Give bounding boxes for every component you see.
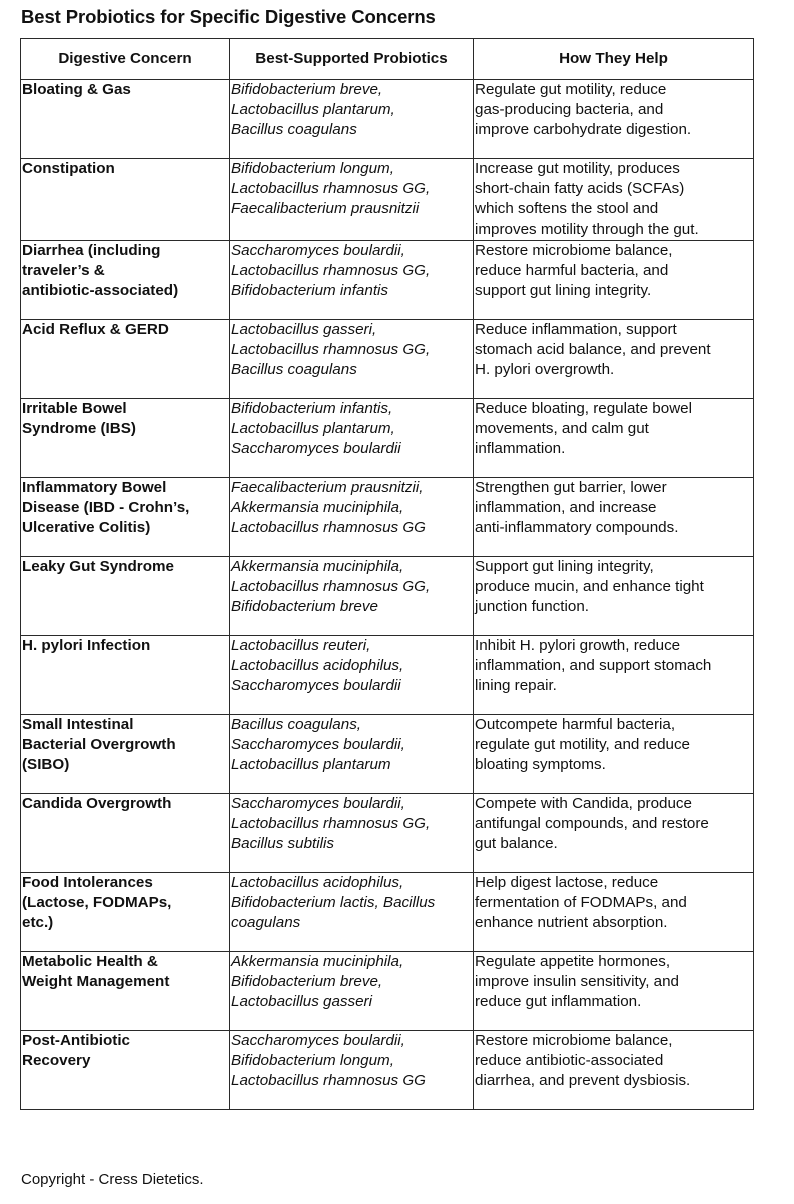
how-they-help-cell-line: regulate gut motility, and reduce <box>475 736 690 754</box>
probiotics-cell-line: Lactobacillus plantarum, <box>231 101 395 119</box>
probiotics-table <box>20 38 754 1110</box>
column-header-probiotics: Best-Supported Probiotics <box>230 39 474 80</box>
how-they-help-cell-line: Restore microbiome balance, <box>475 1031 673 1049</box>
concern-cell-line: Recovery <box>22 1052 91 1070</box>
probiotics-cell-line: Akkermansia muciniphila, <box>231 499 404 517</box>
how-they-help-cell <box>474 714 754 793</box>
how-they-help-cell <box>474 477 754 556</box>
probiotics-cell-line: Akkermansia muciniphila, <box>231 952 404 970</box>
how-they-help-cell-line: short-chain fatty acids (SCFAs) <box>475 180 685 198</box>
concern-cell <box>21 556 230 635</box>
probiotics-cell-line: Lactobacillus acidophilus, <box>231 657 404 675</box>
how-they-help-cell-line: improve insulin sensitivity, and <box>475 973 679 991</box>
probiotics-cell <box>230 159 474 241</box>
probiotics-cell-line: Bifidobacterium infantis, <box>231 399 393 417</box>
concern-cell-line: Metabolic Health & <box>22 952 158 970</box>
probiotics-cell-line: Lactobacillus rhamnosus GG, <box>231 578 431 596</box>
probiotics-cell-line: Akkermansia muciniphila, <box>231 557 404 575</box>
how-they-help-cell <box>474 872 754 951</box>
concern-cell-line: Diarrhea (including <box>22 241 161 259</box>
table-row <box>21 477 754 556</box>
table-row <box>21 1030 754 1109</box>
table-row <box>21 714 754 793</box>
concern-cell <box>21 872 230 951</box>
concern-cell-line: (Lactose, FODMAPs, <box>22 894 172 912</box>
how-they-help-cell-line: antifungal compounds, and restore <box>475 815 709 833</box>
table-row <box>21 398 754 477</box>
how-they-help-cell-line: gas-producing bacteria, and <box>475 101 664 119</box>
concern-cell <box>21 635 230 714</box>
how-they-help-cell-line: reduce antibiotic-associated <box>475 1052 664 1070</box>
probiotics-cell-line: Lactobacillus gasseri <box>231 993 372 1011</box>
how-they-help-cell <box>474 319 754 398</box>
how-they-help-cell <box>474 80 754 159</box>
how-they-help-cell-line: improves motility through the gut. <box>475 220 699 238</box>
how-they-help-cell-line: produce mucin, and enhance tight <box>475 578 704 596</box>
probiotics-cell-line: coagulans <box>231 914 301 932</box>
how-they-help-cell-line: enhance nutrient absorption. <box>475 914 668 932</box>
probiotics-cell <box>230 80 474 159</box>
how-they-help-cell-line: which softens the stool and <box>475 200 659 218</box>
probiotics-cell-line: Bifidobacterium longum, <box>231 1052 394 1070</box>
probiotics-cell-line: Bifidobacterium infantis <box>231 282 389 300</box>
probiotics-cell-line: Lactobacillus plantarum <box>231 756 391 774</box>
concern-cell-line: Candida Overgrowth <box>22 794 172 812</box>
copyright-notice: Copyright - Cress Dietetics. <box>21 1171 204 1188</box>
probiotics-cell-line: Saccharomyces boulardii, <box>231 1031 405 1049</box>
probiotics-cell-line: Lactobacillus rhamnosus GG <box>231 1072 426 1090</box>
probiotics-cell-line: Faecalibacterium prausnitzii <box>231 200 420 218</box>
concern-cell <box>21 398 230 477</box>
how-they-help-cell-line: reduce gut inflammation. <box>475 993 642 1011</box>
concern-cell <box>21 714 230 793</box>
how-they-help-cell-line: gut balance. <box>475 835 558 853</box>
concern-cell-line: Inflammatory Bowel <box>22 478 167 496</box>
concern-cell-line: Acid Reflux & GERD <box>22 320 169 338</box>
concern-cell-line: etc.) <box>22 914 54 932</box>
probiotics-cell-line: Bifidobacterium breve, <box>231 973 383 991</box>
concern-cell-line: Weight Management <box>22 973 170 991</box>
table-body <box>21 80 754 1110</box>
concern-cell-line: Bacterial Overgrowth <box>22 736 176 754</box>
probiotics-cell <box>230 1030 474 1109</box>
probiotics-cell-line: Bifidobacterium longum, <box>231 160 394 177</box>
probiotics-cell-line: Lactobacillus plantarum, <box>231 420 395 438</box>
how-they-help-cell <box>474 240 754 319</box>
probiotics-cell-line: Lactobacillus rhamnosus GG, <box>231 341 431 359</box>
probiotics-cell <box>230 793 474 872</box>
how-they-help-cell <box>474 635 754 714</box>
probiotics-cell-line: Lactobacillus reuteri, <box>231 636 371 654</box>
probiotics-cell-line: Bifidobacterium lactis, Bacillus <box>231 894 436 912</box>
probiotics-cell-line: Saccharomyces boulardii, <box>231 736 405 754</box>
concern-cell-line: Small Intestinal <box>22 715 134 733</box>
concern-cell <box>21 793 230 872</box>
probiotics-cell-line: Saccharomyces boulardii, <box>231 794 405 812</box>
probiotics-cell <box>230 951 474 1030</box>
how-they-help-cell-line: Regulate appetite hormones, <box>475 952 671 970</box>
probiotics-cell-line: Lactobacillus rhamnosus GG <box>231 519 426 537</box>
how-they-help-cell-line: Help digest lactose, reduce <box>475 873 659 891</box>
how-they-help-cell-line: Strengthen gut barrier, lower <box>475 478 667 496</box>
how-they-help-cell-line: anti-inflammatory compounds. <box>475 519 679 537</box>
table-row <box>21 793 754 872</box>
how-they-help-cell <box>474 159 754 241</box>
concern-cell <box>21 477 230 556</box>
concern-cell-line: Constipation <box>22 160 115 177</box>
probiotics-cell-line: Bacillus subtilis <box>231 835 334 853</box>
concern-cell-line: Disease (IBD - Crohn’s, <box>22 499 190 517</box>
table-header-row <box>21 39 754 80</box>
table-row <box>21 635 754 714</box>
how-they-help-cell-line: Compete with Candida, produce <box>475 794 692 812</box>
concern-cell <box>21 1030 230 1109</box>
table-row <box>21 159 754 241</box>
concern-cell <box>21 319 230 398</box>
how-they-help-cell <box>474 951 754 1030</box>
probiotics-cell-line: Lactobacillus acidophilus, <box>231 873 404 891</box>
probiotics-cell <box>230 635 474 714</box>
how-they-help-cell <box>474 1030 754 1109</box>
how-they-help-cell-line: inflammation. <box>475 440 566 458</box>
how-they-help-cell-line: stomach acid balance, and prevent <box>475 341 711 359</box>
probiotics-cell <box>230 714 474 793</box>
page-title: Best Probiotics for Specific Digestive Concerns <box>21 6 436 27</box>
concern-cell-line: Food Intolerances <box>22 873 153 891</box>
how-they-help-cell-line: junction function. <box>475 598 589 616</box>
concern-cell-line: antibiotic-associated) <box>22 282 179 300</box>
probiotics-cell <box>230 477 474 556</box>
how-they-help-cell-line: support gut lining integrity. <box>475 282 652 300</box>
concern-cell <box>21 159 230 241</box>
column-header-help: How They Help <box>474 39 754 80</box>
concern-cell-line: H. pylori Infection <box>22 636 151 654</box>
how-they-help-cell-line: Increase gut motility, produces <box>475 160 680 177</box>
concern-cell-line: Syndrome (IBS) <box>22 420 136 438</box>
how-they-help-cell-line: Reduce bloating, regulate bowel <box>475 399 692 417</box>
probiotics-cell <box>230 398 474 477</box>
concern-cell-line: Leaky Gut Syndrome <box>22 557 174 575</box>
probiotics-cell-line: Lactobacillus rhamnosus GG, <box>231 815 431 833</box>
column-header-concern: Digestive Concern <box>21 39 230 80</box>
how-they-help-cell-line: lining repair. <box>475 677 557 695</box>
probiotics-cell-line: Lactobacillus gasseri, <box>231 320 377 338</box>
how-they-help-cell-line: inflammation, and increase <box>475 499 657 517</box>
table-row <box>21 319 754 398</box>
concern-cell-line: Ulcerative Colitis) <box>22 519 151 537</box>
probiotics-cell-line: Lactobacillus rhamnosus GG, <box>231 262 431 280</box>
concern-cell-line: (SIBO) <box>22 756 70 774</box>
probiotics-cell-line: Lactobacillus rhamnosus GG, <box>231 180 431 198</box>
probiotics-cell <box>230 319 474 398</box>
probiotics-cell <box>230 872 474 951</box>
probiotics-cell-line: Saccharomyces boulardii <box>231 440 401 458</box>
how-they-help-cell-line: inflammation, and support stomach <box>475 657 712 675</box>
how-they-help-cell <box>474 793 754 872</box>
how-they-help-cell-line: Outcompete harmful bacteria, <box>475 715 676 733</box>
how-they-help-cell <box>474 556 754 635</box>
how-they-help-cell-line: Regulate gut motility, reduce <box>475 81 667 98</box>
concern-cell-line: Post-Antibiotic <box>22 1031 130 1049</box>
concern-cell-line: traveler’s & <box>22 262 105 280</box>
how-they-help-cell-line: Inhibit H. pylori growth, reduce <box>475 636 681 654</box>
probiotics-cell-line: Bacillus coagulans <box>231 121 357 139</box>
concern-cell-line: Irritable Bowel <box>22 399 127 417</box>
probiotics-cell-line: Bifidobacterium breve <box>231 598 378 616</box>
how-they-help-cell-line: bloating symptoms. <box>475 756 606 774</box>
how-they-help-cell-line: H. pylori overgrowth. <box>475 361 615 379</box>
concern-cell <box>21 240 230 319</box>
probiotics-cell-line: Saccharomyces boulardii, <box>231 241 405 259</box>
table-row <box>21 556 754 635</box>
how-they-help-cell <box>474 398 754 477</box>
table-row <box>21 80 754 159</box>
how-they-help-cell-line: Support gut lining integrity, <box>475 557 654 575</box>
concern-cell <box>21 80 230 159</box>
table-row <box>21 872 754 951</box>
how-they-help-cell-line: movements, and calm gut <box>475 420 649 438</box>
probiotics-cell <box>230 556 474 635</box>
probiotics-cell-line: Saccharomyces boulardii <box>231 677 401 695</box>
how-they-help-cell-line: Restore microbiome balance, <box>475 241 673 259</box>
probiotics-cell <box>230 240 474 319</box>
probiotics-cell-line: Bifidobacterium breve, <box>231 81 383 98</box>
how-they-help-cell-line: diarrhea, and prevent dysbiosis. <box>475 1072 691 1090</box>
how-they-help-cell-line: reduce harmful bacteria, and <box>475 262 669 280</box>
how-they-help-cell-line: fermentation of FODMAPs, and <box>475 894 687 912</box>
table-row <box>21 240 754 319</box>
table-row <box>21 951 754 1030</box>
probiotics-cell-line: Bacillus coagulans, <box>231 715 362 733</box>
concern-cell-line: Bloating & Gas <box>22 81 131 98</box>
how-they-help-cell-line: improve carbohydrate digestion. <box>475 121 692 139</box>
how-they-help-cell-line: Reduce inflammation, support <box>475 320 677 338</box>
concern-cell <box>21 951 230 1030</box>
probiotics-cell-line: Faecalibacterium prausnitzii, <box>231 478 424 496</box>
probiotics-cell-line: Bacillus coagulans <box>231 361 357 379</box>
